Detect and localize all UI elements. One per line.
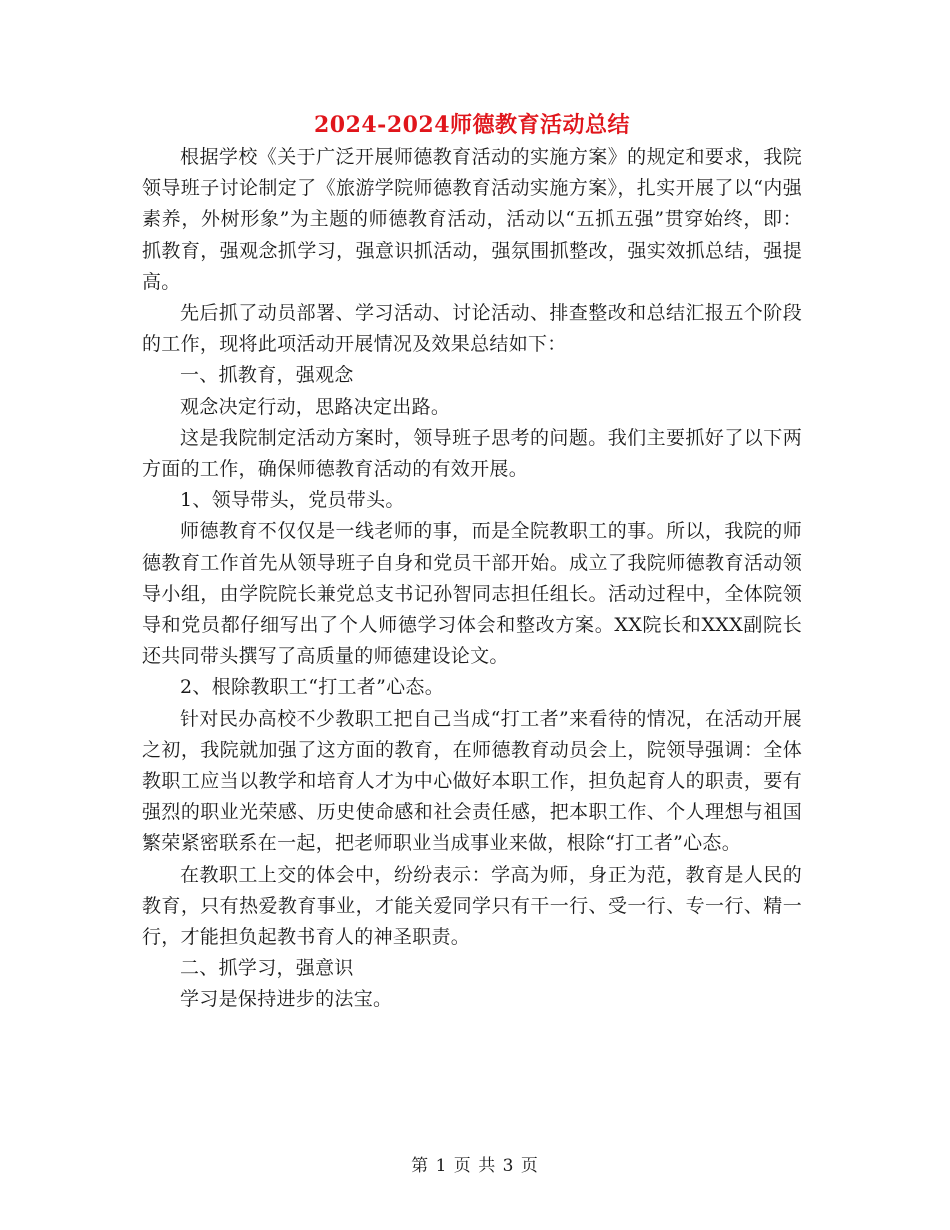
- paragraph: 先后抓了动员部署、学习活动、讨论活动、排查整改和总结汇报五个阶段的工作，现将此项活动开展情况及效果总结如下：: [142, 302, 802, 356]
- page-number-footer: 第 1 页 共 3 页: [411, 1156, 539, 1176]
- document-page: [142, 108, 802, 1016]
- paragraph: 这是我院制定活动方案时，领导班子思考的问题。我们主要抓好了以下两方面的工作，确保师德教育活动的有效开展。: [142, 426, 802, 481]
- paragraph: 根据学校《关于广泛开展师德教育活动的实施方案》的规定和要求，我院领导班子讨论制定了《旅游学院师德教育活动实施方案》，扎实开展了以“内强素养，外树形象”为主题的师德教育活动，活动以“五抓五强”贯穿始终，即：抓教育，强观念抓学习，强意识抓活动，强氛围抓整改，强实效抓总结，强提高。: [142, 146, 802, 293]
- paragraph: 在教职工上交的体会中，纷纷表示：学高为师，身正为范，教育是人民的教育，只有热爱教育事业，才能关爱同学只有干一行、受一行、专一行、精一行，才能担负起教书育人的神圣职责。: [142, 863, 802, 949]
- paragraph: 针对民办高校不少教职工把自己当成“打工者”来看待的情况，在活动开展之初，我院就加强了这方面的教育，在师德教育动员会上，院领导强调：全体教职工应当以教学和培育人才为中心做好本职工作，担负起育人的职责，要有强烈的职业光荣感、历史使命感和社会责任感，把本职工作、个人理想与祖国繁荣紧密联系在一起，把老师职业当成事业来做，根除“打工者”心态。: [142, 707, 802, 855]
- subsection-heading: 1、领导带头，党员带头。: [180, 489, 405, 512]
- document-title: 2024-2024师德教育活动总结: [313, 112, 631, 138]
- document-body: [142, 142, 802, 1016]
- paragraph: 观念决定行动，思路决定出路。: [180, 395, 451, 418]
- section-heading: 一、抓教育，强观念: [180, 364, 354, 387]
- section-heading: 二、抓学习，强意识: [180, 957, 354, 980]
- paragraph: 学习是保持进步的法宝。: [180, 988, 393, 1011]
- subsection-heading: 2、根除教职工“打工者”心态。: [180, 676, 445, 699]
- paragraph: 师德教育不仅仅是一线老师的事，而是全院教职工的事。所以，我院的师德教育工作首先从领导班子自身和党员干部开始。成立了我院师德教育活动领导小组，由学院院长兼党总支书记孙智同志担任组长。活动过程中，全体院领导和党员都仔细写出了个人师德学习体会和整改方案。XX院长和XXX副院长还共同带头撰写了高质量的师德建设论文。: [142, 520, 802, 668]
